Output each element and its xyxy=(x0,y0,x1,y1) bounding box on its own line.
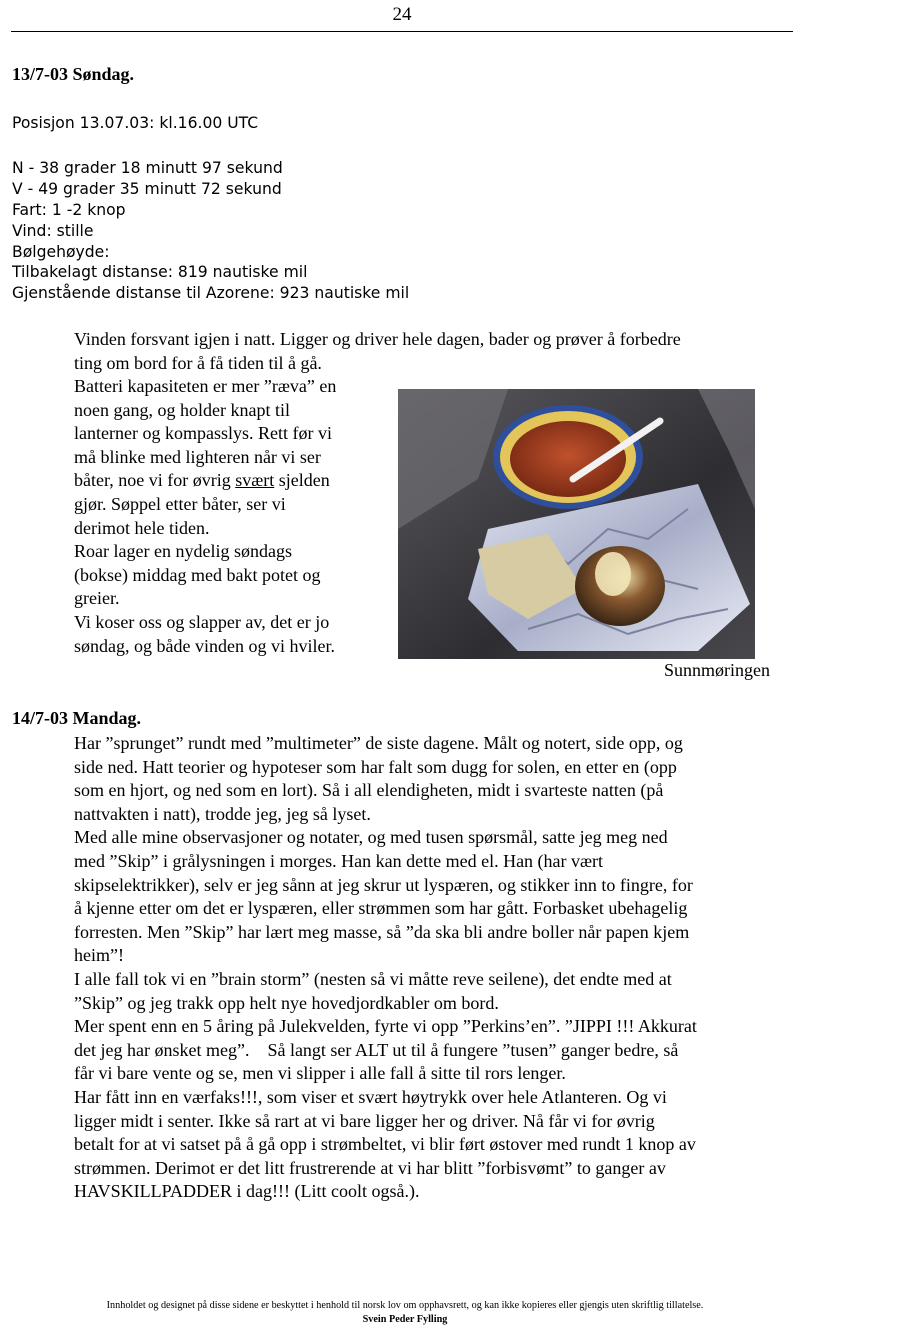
photo-caption: Sunnmøringen xyxy=(664,660,770,680)
text-line: forresten. Men ”Skip” har lært meg masse, så ”da ska bli andre boller når papen kjem xyxy=(74,921,690,942)
underlined-word: svært xyxy=(235,470,275,491)
text-line: Mer spent enn en 5 åring på Julekvelden, fyrte vi opp ”Perkins’en”. ”JIPPI !!! Akkurat xyxy=(74,1016,697,1037)
intro-paragraph xyxy=(74,328,681,375)
header-rule xyxy=(11,31,793,32)
nav-line-west: V - 49 grader 35 minutt 72 sekund xyxy=(12,180,282,198)
text-line: Vinden forsvant igjen i natt. Ligger og driver hele dagen, bader og prøver å forbedre xyxy=(74,329,681,349)
text-line: betalt for at vi satset på å gå opp i strømbeltet, vi blir ført østover med rundt 1 knop av xyxy=(74,1134,696,1155)
text-line: å kjenne etter om det er lyspæren, eller strømmen som har gått. Forbasket ubehagelig xyxy=(74,898,688,919)
copyright-footer xyxy=(0,1299,810,1327)
text-line: ting om bord for å få tiden til å gå. xyxy=(74,352,322,373)
text-line: I alle fall tok vi en ”brain storm” (nesten så vi måtte reve seilene), det endte med at xyxy=(74,968,672,989)
text-line: Roar lager en nydelig søndags xyxy=(74,541,292,562)
dinner-photo xyxy=(398,389,755,659)
text-fragment: sjelden xyxy=(274,470,330,491)
text-line: noen gang, og holder knapt til xyxy=(74,399,290,420)
text-line: Har fått inn en værfaks!!!, som viser et svært høytrykk over hele Atlanteren. Og vi xyxy=(74,1086,667,1107)
text-line: gjør. Søppel etter båter, ser vi xyxy=(74,493,286,514)
text-line: Batteri kapasiteten er mer ”ræva” en xyxy=(74,376,337,396)
copyright-notice: Innholdet og designet på disse sidene er beskyttet i henhold til norsk lov om opphavsrett, og kan ikke kopieres eller gjengis uten skriftlig tillatelse. xyxy=(106,1300,704,1311)
text-line: som en hjort, og ned som en lort). Så i all elendigheten, midt i svarteste natten (på xyxy=(74,780,664,801)
text-line: får vi bare vente og se, men vi slipper i alle fall å sitte til rors lenger. xyxy=(74,1063,566,1084)
entry-heading-monday: 14/7-03 Mandag. xyxy=(12,708,142,728)
text-line: HAVSKILLPADDER i dag!!! (Litt coolt også.). xyxy=(74,1181,420,1202)
text-line: ligger midt i senter. Ikke så rart at vi bare ligger her og driver. Nå får vi for øvrig xyxy=(74,1110,655,1131)
text-line: det jeg har ønsket meg”. Så langt ser ALT ut til å fungere ”tusen” ganger bedre, så xyxy=(74,1039,679,1060)
body-paragraph-beside-photo xyxy=(74,375,336,658)
page-number: 24 xyxy=(392,4,412,25)
nav-line-north: N - 38 grader 18 minutt 97 sekund xyxy=(12,159,283,177)
monday-paragraph xyxy=(74,732,697,1204)
position-label: Posisjon 13.07.03: kl.16.00 UTC xyxy=(12,114,259,132)
text-line: må blinke med lighteren når vi ser xyxy=(74,446,321,467)
nav-line-distance-remaining: Gjenstående distanse til Azorene: 923 nautiske mil xyxy=(12,284,410,302)
nav-line-wave-height: Bølgehøyde: xyxy=(12,243,110,261)
text-line xyxy=(74,469,336,493)
text-line: lanterner og kompasslys. Rett før vi xyxy=(74,423,332,444)
nav-line-distance-covered: Tilbakelagt distanse: 819 nautiske mil xyxy=(12,263,308,281)
text-line: heim”! xyxy=(74,945,124,966)
text-line: nattvakten i natt), trodde jeg, jeg så lyset. xyxy=(74,803,371,824)
nav-line-wind: Vind: stille xyxy=(12,222,94,240)
text-line: side ned. Hatt teorier og hypoteser som har falt som dugg for solen, en etter en (opp xyxy=(74,756,677,777)
text-line: greier. xyxy=(74,588,120,609)
text-fragment: båter, noe vi for øvrig xyxy=(74,470,236,491)
text-line: Med alle mine observasjoner og notater, og med tusen spørsmål, satte jeg meg ned xyxy=(74,827,668,848)
text-line: strømmen. Derimot er det litt frustrerende at vi har blitt ”forbisvømt” to ganger av xyxy=(74,1157,666,1178)
text-line: ”Skip” og jeg trakk opp helt nye hovedjordkabler om bord. xyxy=(74,992,499,1013)
nav-line-speed: Fart: 1 -2 knop xyxy=(12,201,126,219)
text-line: skipselektrikker), selv er jeg sånn at jeg skrur ut lyspæren, og stikker inn to fingre, for xyxy=(74,874,693,895)
text-line: (bokse) middag med bakt potet og xyxy=(74,564,321,585)
text-line: med ”Skip” i grålysningen i morges. Han kan dette med el. Han (har vært xyxy=(74,850,604,871)
text-line: derimot hele tiden. xyxy=(74,517,210,538)
text-line: Har ”sprunget” rundt med ”multimeter” de siste dagene. Målt og notert, side opp, og xyxy=(74,733,683,753)
text-line: søndag, og både vinden og vi hviler. xyxy=(74,635,335,656)
author-name: Svein Peder Fylling xyxy=(362,1314,448,1325)
text-line: Vi koser oss og slapper av, det er jo xyxy=(74,611,330,632)
entry-heading-sunday: 13/7-03 Søndag. xyxy=(12,64,135,84)
